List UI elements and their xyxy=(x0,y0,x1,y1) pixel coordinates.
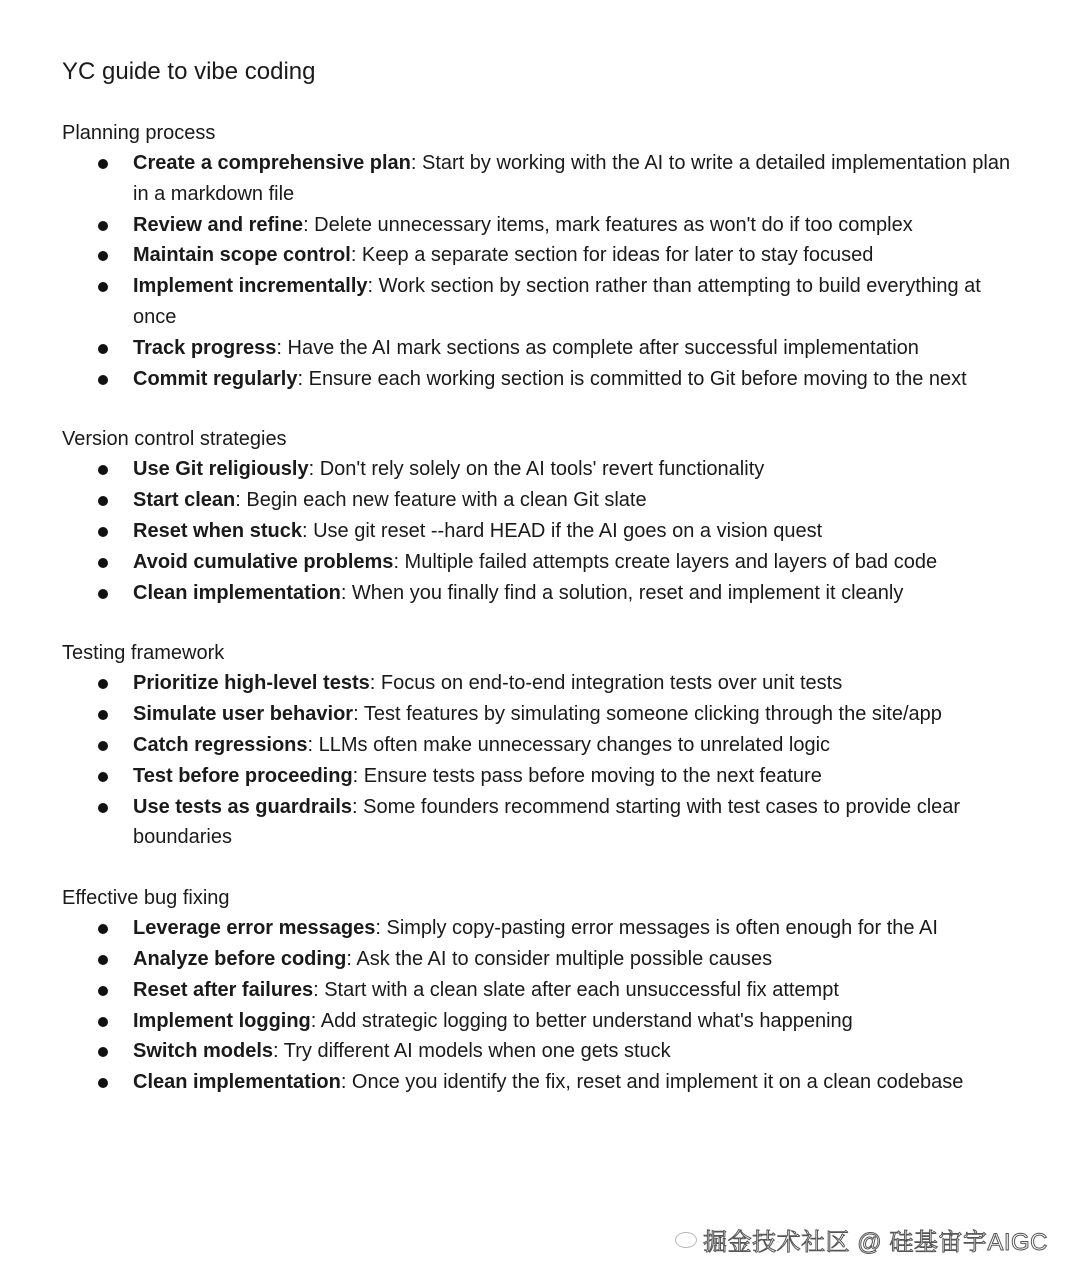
section-heading: Version control strategies xyxy=(62,428,287,451)
list-item xyxy=(62,944,1012,975)
bullet-icon xyxy=(98,1047,108,1057)
item-term: Use tests as guardrails xyxy=(133,795,352,818)
bullet-icon xyxy=(98,221,108,231)
item-text: : Focus on end-to-end integration tests over unit tests xyxy=(369,672,843,695)
item-text: : Have the AI mark sections as complete after successful implementation xyxy=(276,336,919,359)
list-item xyxy=(62,761,1012,792)
item-term: Analyze before coding xyxy=(133,947,347,970)
item-text: : Start with a clean slate after each unsuccessful fix attempt xyxy=(313,978,839,1001)
section-heading: Effective bug fixing xyxy=(62,887,230,910)
section-heading: Planning process xyxy=(62,122,216,144)
bullet-icon xyxy=(98,465,108,475)
list-item xyxy=(62,547,1012,578)
list-item xyxy=(62,364,1012,395)
item-term: Clean implementation xyxy=(133,581,341,604)
bullet-icon xyxy=(98,803,108,813)
item-term: Avoid cumulative problems xyxy=(133,550,394,573)
list-item xyxy=(62,975,1012,1006)
item-text: : Work section by section rather than attempting to build everything at once xyxy=(133,275,981,328)
list-item xyxy=(62,148,1012,210)
item-text: : Start by working with the AI to write a detailed implementation plan in a markdown file xyxy=(133,152,1011,205)
bullet-list xyxy=(62,454,1012,608)
bullet-icon xyxy=(98,251,108,261)
list-item xyxy=(62,792,1012,854)
bullet-icon xyxy=(98,710,108,720)
list-item xyxy=(62,485,1012,516)
bullet-icon xyxy=(98,527,108,537)
watermark-text: 掘金技术社区 @ 硅基宙宇AIGC xyxy=(703,1229,1048,1256)
section-version-control xyxy=(62,424,1012,608)
wechat-icon xyxy=(675,1232,697,1248)
item-term: Reset when stuck xyxy=(133,519,302,542)
item-text: : Multiple failed attempts create layers and layers of bad code xyxy=(393,550,938,573)
item-text: : Test features by simulating someone clicking through the site/app xyxy=(353,703,942,726)
document-title: YC guide to vibe coding xyxy=(62,58,316,85)
section-heading: Testing framework xyxy=(62,642,225,665)
bullet-list xyxy=(62,148,1012,394)
bullet-icon xyxy=(98,741,108,751)
bullet-icon xyxy=(98,772,108,782)
list-item xyxy=(62,578,1012,609)
item-term: Leverage error messages xyxy=(133,917,376,940)
item-term: Switch models xyxy=(133,1040,274,1063)
bullet-icon xyxy=(98,589,108,599)
list-item xyxy=(62,333,1012,364)
list-item xyxy=(62,210,1012,241)
item-term: Catch regressions xyxy=(133,733,308,756)
item-term: Maintain scope control xyxy=(133,244,351,267)
list-item xyxy=(62,516,1012,547)
bullet-icon xyxy=(98,159,108,169)
section-bug-fixing xyxy=(62,883,1012,1098)
section-testing-framework xyxy=(62,638,1012,853)
bullet-icon xyxy=(98,986,108,996)
bullet-icon xyxy=(98,1078,108,1088)
item-text: : Add strategic logging to better understand what's happening xyxy=(310,1009,853,1032)
item-term: Clean implementation xyxy=(133,1071,341,1094)
item-text: : LLMs often make unnecessary changes to unrelated logic xyxy=(307,733,831,756)
list-item xyxy=(62,730,1012,761)
item-text: : Once you identify the fix, reset and implement it on a clean codebase xyxy=(340,1071,964,1094)
list-item xyxy=(62,271,1012,333)
bullet-icon xyxy=(98,496,108,506)
item-term: Implement incrementally xyxy=(133,275,368,298)
item-term: Prioritize high-level tests xyxy=(133,672,370,695)
bullet-icon xyxy=(98,1017,108,1027)
bullet-icon xyxy=(98,955,108,965)
list-item xyxy=(62,1006,1012,1037)
item-term: Use Git religiously xyxy=(133,458,309,481)
bullet-list xyxy=(62,668,1012,853)
item-text: : Use git reset --hard HEAD if the AI goes on a vision quest xyxy=(301,519,823,542)
document xyxy=(62,52,1012,1128)
item-text: : Simply copy-pasting error messages is often enough for the AI xyxy=(375,917,938,940)
item-text: : Try different AI models when one gets stuck xyxy=(273,1040,671,1063)
list-item xyxy=(62,1067,1012,1098)
item-term: Commit regularly xyxy=(133,367,298,390)
item-text: : Ensure tests pass before moving to the next feature xyxy=(352,764,822,787)
bullet-icon xyxy=(98,679,108,689)
list-item xyxy=(62,699,1012,730)
list-item xyxy=(62,668,1012,699)
bullet-icon xyxy=(98,558,108,568)
bullet-list xyxy=(62,913,1012,1098)
item-text: : Don't rely solely on the AI tools' revert functionality xyxy=(308,458,765,481)
item-text: : Keep a separate section for ideas for later to stay focused xyxy=(350,244,874,267)
item-term: Test before proceeding xyxy=(133,764,353,787)
item-term: Create a comprehensive plan xyxy=(133,152,411,174)
bullet-icon xyxy=(98,924,108,934)
item-term: Review and refine xyxy=(133,213,304,236)
bullet-icon xyxy=(98,375,108,385)
item-term: Start clean xyxy=(133,489,236,512)
item-text: : Ask the AI to consider multiple possible causes xyxy=(346,947,773,970)
item-text: : Ensure each working section is committed to Git before moving to the next xyxy=(297,367,967,390)
item-text: : Some founders recommend starting with test cases to provide clear boundaries xyxy=(133,795,961,849)
bullet-icon xyxy=(98,344,108,354)
list-item xyxy=(62,1036,1012,1067)
list-item xyxy=(62,454,1012,485)
item-term: Implement logging xyxy=(133,1009,311,1032)
list-item xyxy=(62,913,1012,944)
item-text: : Begin each new feature with a clean Git slate xyxy=(235,489,647,512)
item-term: Track progress xyxy=(133,336,277,359)
item-term: Simulate user behavior xyxy=(133,703,354,726)
bullet-icon xyxy=(98,282,108,292)
item-text: : Delete unnecessary items, mark features as won't do if too complex xyxy=(303,213,913,236)
item-term: Reset after failures xyxy=(133,978,314,1001)
item-text: : When you finally find a solution, reset and implement it cleanly xyxy=(340,581,904,604)
watermark xyxy=(675,1222,1048,1257)
section-planning-process xyxy=(62,118,1012,394)
list-item xyxy=(62,240,1012,271)
